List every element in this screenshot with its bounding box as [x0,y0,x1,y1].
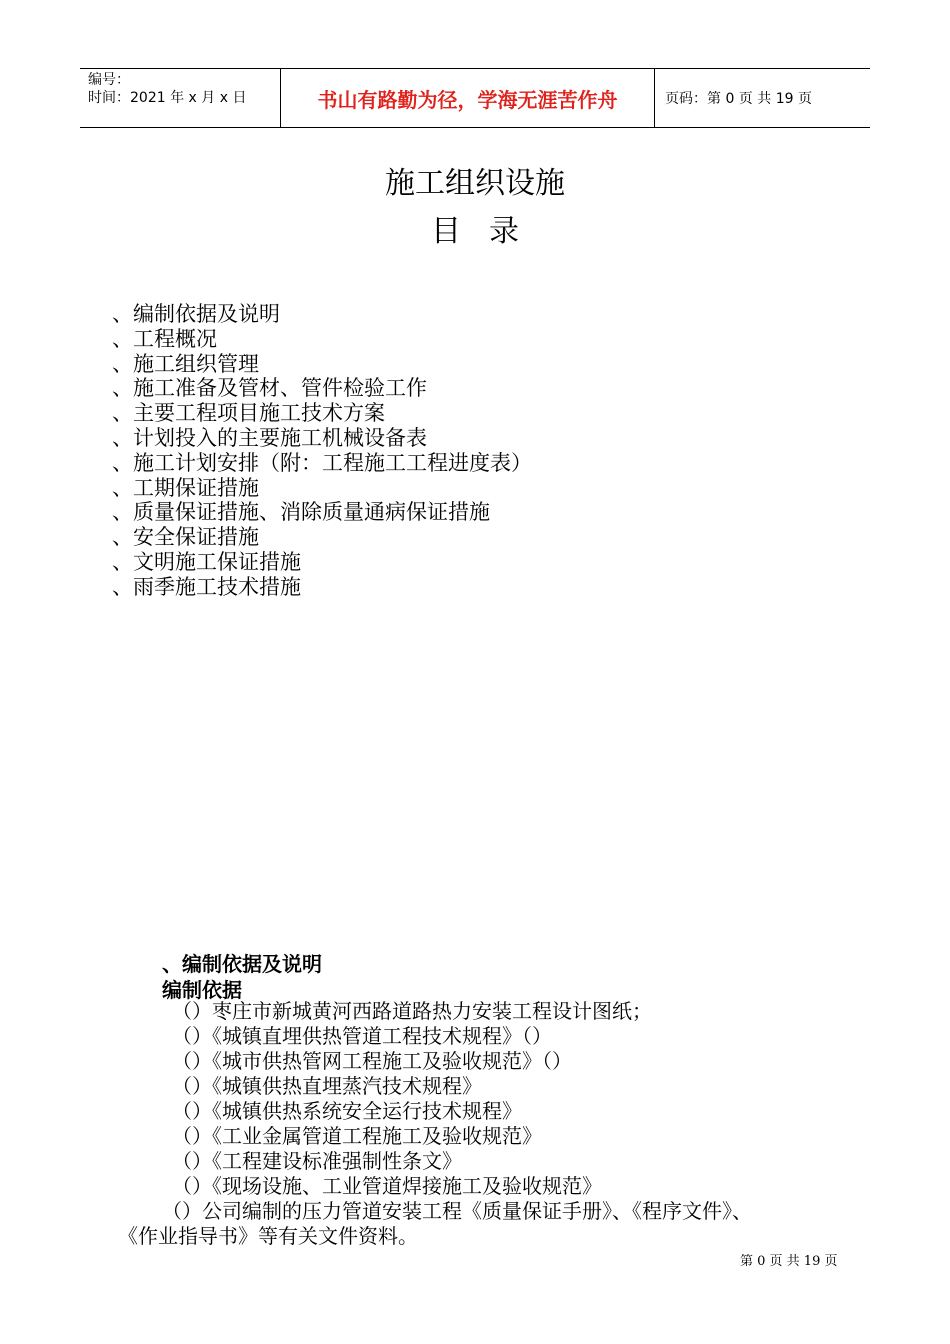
toc-item[interactable]: 、安全保证措施 [112,525,259,550]
paragraph-line: 《作业指导书》等有关文件资料。 [118,1224,418,1248]
toc-item[interactable]: 、计划投入的主要施工机械设备表 [112,425,427,450]
reference-item: （）枣庄市新城黄河西路道路热力安装工程设计图纸； [172,999,652,1023]
header-meta [80,69,281,127]
section-subheading: 编制依据 [162,978,242,1002]
reference-item: （）《城镇供热直埋蒸汽技术规程》 [172,1074,482,1098]
document-title: 施工组织设施 [385,166,565,201]
reference-item: （）《工程建设标准强制性条文》 [172,1149,462,1173]
header-motto: 书山有路勤为径，学海无涯苦作舟 [281,69,655,127]
reference-list [172,999,652,1199]
doc-number-label: 编号： [88,72,130,88]
toc-heading: 目录 [431,214,547,249]
toc-item[interactable]: 、主要工程项目施工技术方案 [112,401,385,426]
paragraph-line: （）公司编制的压力管道安装工程《质量保证手册》、《程序文件》、 [162,1199,752,1223]
toc-item[interactable]: 、施工组织管理 [112,351,259,376]
section-heading: 、编制依据及说明 [162,952,322,976]
toc-item[interactable]: 、工程概况 [112,326,217,351]
table-of-contents [112,302,532,600]
doc-time-label: 时间：2021 年 x 月 x 日 [88,90,247,106]
toc-item[interactable]: 、质量保证措施、消除质量通病保证措施 [112,500,490,525]
toc-item[interactable]: 、文明施工保证措施 [112,549,301,574]
page-header [80,68,870,128]
reference-item: （）《城市供热管网工程施工及验收规范》（） [172,1049,572,1073]
reference-item: （）《城镇供热系统安全运行技术规程》 [172,1099,522,1123]
reference-item: （）《现场设施、工业管道焊接施工及验收规范》 [172,1174,602,1198]
toc-item[interactable]: 、施工准备及管材、管件检验工作 [112,376,427,401]
header-page-info: 页码：第 0 页 共 19 页 [665,91,812,107]
reference-item: （）《工业金属管道工程施工及验收规范》 [172,1124,542,1148]
toc-item[interactable]: 、雨季施工技术措施 [112,574,301,599]
toc-item[interactable]: 、编制依据及说明 [112,302,280,326]
toc-item[interactable]: 、工期保证措施 [112,475,259,500]
reference-paragraph [118,1199,838,1249]
toc-item[interactable]: 、施工计划安排（附：工程施工工程进度表） [112,450,532,475]
reference-item: （）《城镇直埋供热管道工程技术规程》（） [172,1024,552,1048]
page-footer: 第 0 页 共 19 页 [740,1254,838,1269]
